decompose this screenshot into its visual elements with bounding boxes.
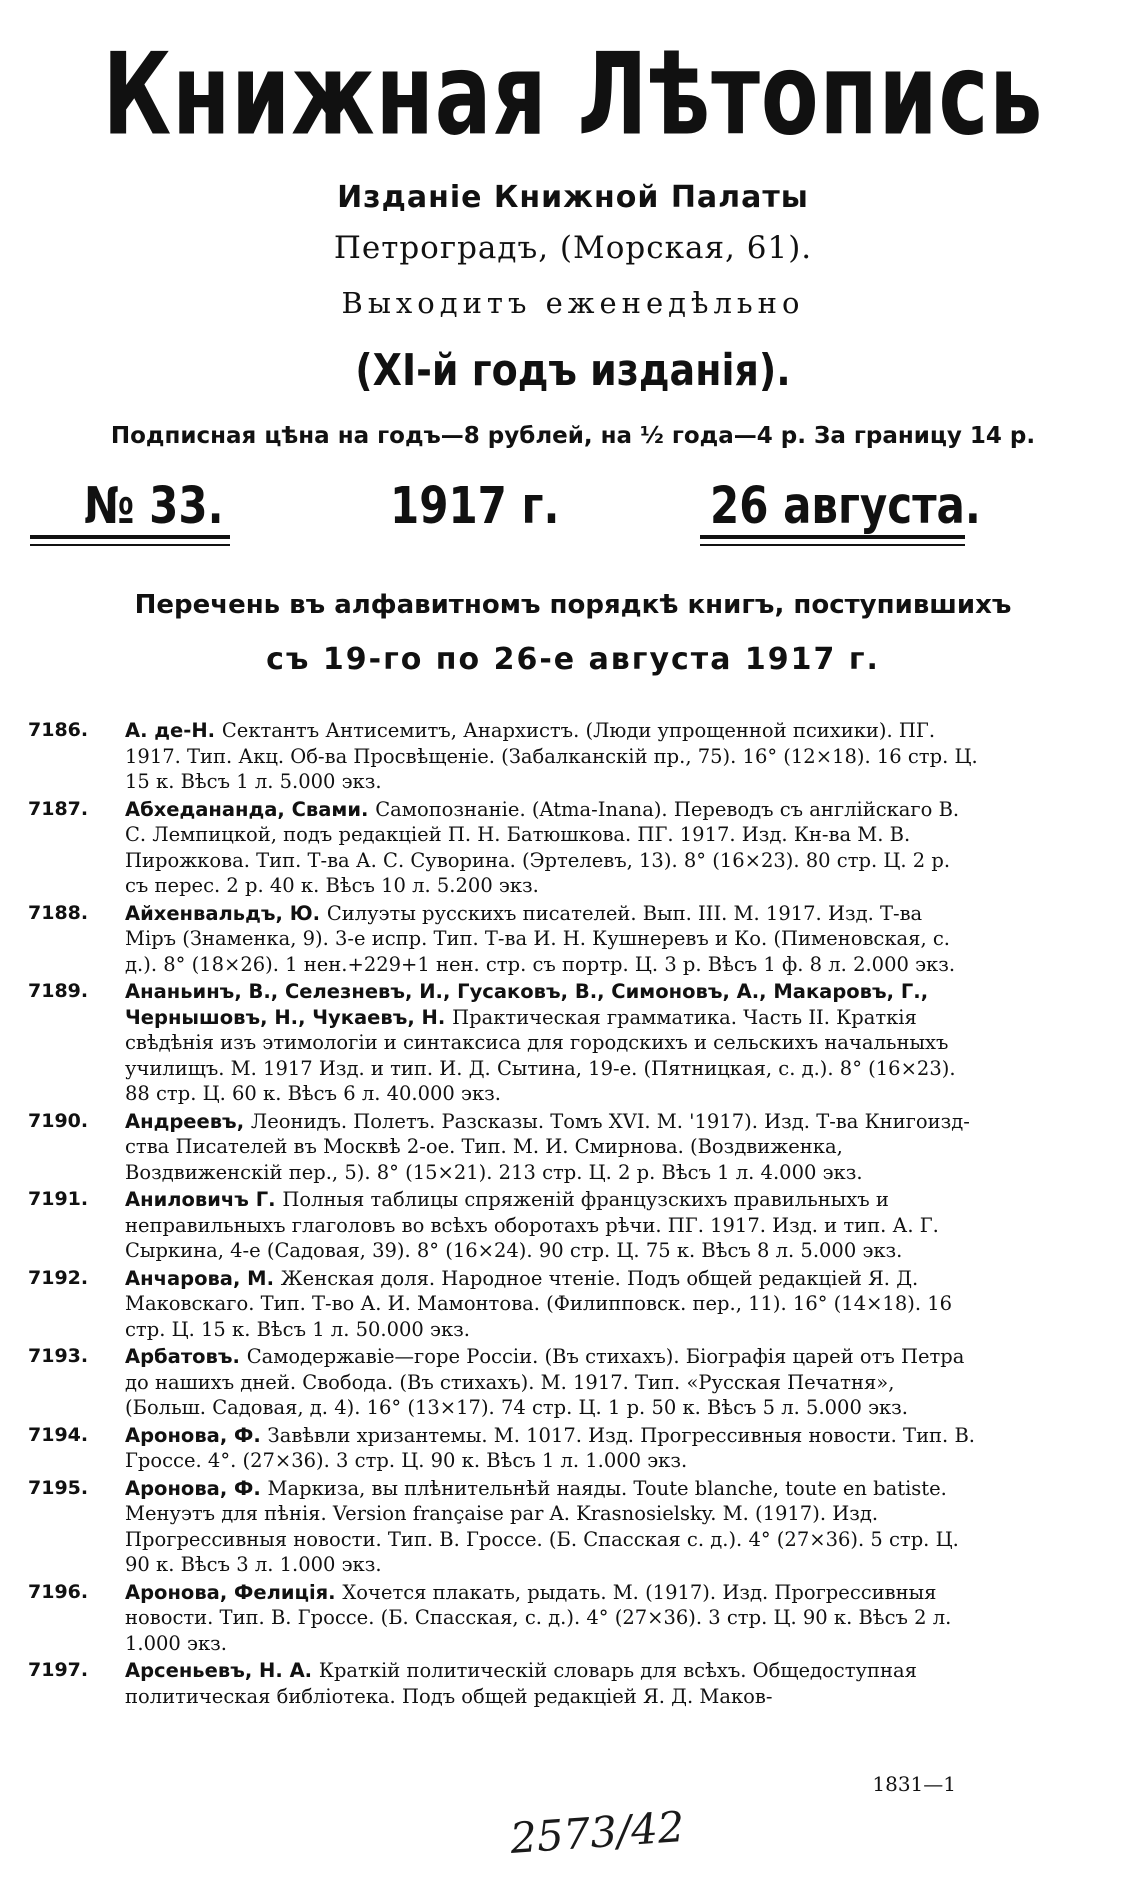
entry-text: Силуэты русскихъ писателей. Вып. III. М. 1917. Изд. Т-ва Міръ (Знаменка, 9). 3-е испр. Тип. Т-ва И. Н. Кушнеревъ и Ко. (Пименовская, с. д.). 8° (18×26). 1 нен.+229+1 нен. стр. съ портр. Ц. 3 р. Вѣсъ 1 ф. 8 л. 2.000 экз. — [125, 901, 956, 976]
book-entry — [28, 718, 978, 795]
book-entry — [28, 1658, 978, 1709]
entry-author: Арбатовъ. — [125, 1345, 247, 1368]
book-entry — [28, 1109, 978, 1186]
divider-rule — [30, 544, 230, 546]
entry-number: 7192. — [28, 1266, 89, 1289]
book-entry — [28, 1266, 978, 1343]
entry-number: 7190. — [28, 1109, 89, 1132]
entry-text: Самопознаніе. (Atma-Inana). Переводъ съ англійскаго В. С. Лемпицкой, подъ редакціей П. Н. Батюшкова. ПГ. 1917. Изд. Кн-ва М. В. Пирожкова. Тип. Т-ва А. С. Суворина. (Эртелевъ, 13). 8° (16×23). 80 стр. Ц. 2 р. съ перес. 2 р. 40 к. Вѣсъ 10 л. 5.200 экз. — [125, 797, 960, 897]
divider-rule — [700, 544, 965, 546]
book-entry — [28, 979, 978, 1107]
city-address: Петроградъ, (Морская, 61). — [333, 230, 813, 266]
entry-text: Краткій политическій словарь для всѣхъ. Общедоступная политическая библіотека. Подъ общей редакціей Я. Д. Маков- — [125, 1659, 917, 1708]
entry-author: Анчарова, М. — [125, 1266, 281, 1290]
handwritten-note: 2573/42 — [508, 1801, 686, 1864]
entry-author: Аронова, Ф. — [125, 1476, 268, 1500]
entry-text: Хочется плакать, рыдать. М. (1917). Изд. Прогрессивныя новости. Тип. В. Гроссе. (Б. Спасская, с. д.). 4° (27×36). 3 стр. Ц. 90 к. Вѣсъ 2 л. 1.000 экз. — [125, 1580, 952, 1655]
entry-author: Айхенвальдъ, Ю. — [125, 901, 327, 925]
entry-number: 7195. — [28, 1476, 89, 1499]
entry-number: 7196. — [28, 1580, 89, 1603]
entry-text: Самодержавіе—горе Россіи. (Въ стихахъ). Біографія царей отъ Петра до нашихъ дней. Свобода. (Въ стихахъ). М. 1917. Тип. «Русская Печатня», (Больш. Садовая, д. 4). 16° (13×17). 74 стр. Ц. 1 р. 50 к. Вѣсъ 5 л. 5.000 экз. — [125, 1345, 965, 1419]
entry-text: Сектантъ Антисемитъ, Анархистъ. (Люди упрощенной психики). ПГ. 1917. Тип. Акц. Об-ва Просвѣщеніе. (Забалканскій пр., 75). 16° (12×18). 16 стр. Ц. 15 к. Вѣсъ 1 л. 5.000 экз. — [125, 719, 978, 793]
entry-text: Маркиза, вы плѣнительнѣй наяды. Toute blanche, toute en batiste. Менуэтъ для пѣнія. Version française par A. Krasnosielsky. M. (1917). Изд. Прогрессивныя новости. Тип. В. Гроссе. (Б. Спасская с. д.). 4° (27×36). 5 стр. Ц. 90 к. Вѣсъ 3 л. 1.000 экз. — [125, 1476, 959, 1576]
entry-text: Практическая грамматика. Часть II. Краткія свѣдѣнія изъ этимологіи и синтаксиса для городскихъ и сельскихъ начальныхъ училищъ. М. 1917 Изд. и тип. И. Д. Сытина, 19-е. (Пятницкая, с. д.). 8° (16×23). 88 стр. Ц. 60 к. Вѣсъ 6 л. 40.000 экз. — [125, 1005, 956, 1105]
entry-author: Аронова, Ф. — [125, 1423, 268, 1447]
book-entry — [28, 1344, 978, 1421]
entry-number: 7189. — [28, 980, 89, 1002]
book-entry — [28, 797, 978, 899]
book-entry — [28, 1580, 978, 1657]
book-entry — [28, 901, 978, 978]
subscription-price: Подписная цѣна на годъ—8 рублей, на ½ года—4 р. За границу 14 р. — [110, 423, 1036, 449]
entry-number: 7197. — [28, 1659, 89, 1681]
entry-number: 7186. — [28, 719, 89, 741]
entry-text: Завѣвли хризантемы. М. 1017. Изд. Прогрессивныя новости. Тип. В. Гроссе. 4°. (27×36). 3 стр. Ц. 90 к. Вѣсъ 1 л. 1.000 экз. — [125, 1423, 975, 1472]
book-entry — [28, 1187, 978, 1264]
entry-author: Ананьинъ, В., Селезневъ, И., Гусаковъ, В., Симоновъ, А., Макаровъ, Г., Чернышовъ, Н., Чукаевъ, Н. — [125, 980, 929, 1029]
book-entries-list — [28, 718, 978, 1711]
issue-number: № 33. — [84, 476, 224, 535]
masthead-title: Книжная Лѣтопись — [102, 28, 1044, 161]
entry-number: 7194. — [28, 1423, 89, 1446]
publisher-line: Изданіе Книжной Палаты — [337, 180, 809, 215]
entry-author: Андреевъ, — [125, 1109, 251, 1133]
entry-text: Леонидъ. Полетъ. Разсказы. Томъ XVI. М. '1917). Изд. Т-ва Книгоизд-ства Писателей въ Москвѣ 2-ое. Тип. М. И. Смирнова. (Воздвиженка, Воздвиженскій пер., 5). 8° (15×21). 213 стр. Ц. 2 р. Вѣсъ 1 л. 4.000 экз. — [125, 1109, 970, 1184]
printer-signature: 1831—1 — [872, 1772, 956, 1796]
list-heading: Перечень въ алфавитномъ порядкѣ книгъ, поступившихъ — [134, 590, 1012, 620]
issue-year: 1917 г. — [390, 476, 560, 535]
book-entry — [28, 1476, 978, 1578]
entry-number: 7187. — [28, 797, 89, 820]
publication-frequency: Выходитъ еженедѣльно — [341, 286, 805, 320]
entry-author: Арсеньевъ, Н. А. — [125, 1659, 319, 1682]
divider-rule — [700, 535, 965, 539]
entry-author: А. де-Н. — [125, 719, 222, 742]
year-of-issue: (XI-й годъ изданія). — [355, 344, 791, 396]
entry-number: 7188. — [28, 901, 89, 924]
entry-author: Абхедананда, Свами. — [125, 797, 376, 821]
entry-number: 7193. — [28, 1345, 89, 1367]
list-date-range: съ 19-го по 26-е августа 1917 г. — [266, 642, 880, 677]
book-entry — [28, 1423, 978, 1474]
entry-number: 7191. — [28, 1188, 89, 1210]
entry-text: Полныя таблицы спряженій французскихъ правильныхъ и неправильныхъ глаголовъ во всѣхъ оборотахъ рѣчи. ПГ. 1917. Изд. и тип. А. Г. Сыркина, 4-е (Садовая, 39). 8° (16×24). 90 стр. Ц. 75 к. Вѣсъ 8 л. 5.000 экз. — [125, 1188, 939, 1262]
divider-rule — [30, 535, 230, 539]
entry-text: Женская доля. Народное чтеніе. Подъ общей редакціей Я. Д. Маковскаго. Тип. Т-во А. И. Мамонтова. (Филипповск. пер., 11). 16° (14×18). 16 стр. Ц. 15 к. Вѣсъ 1 л. 50.000 экз. — [125, 1266, 953, 1341]
entry-author: Аниловичъ Г. — [125, 1188, 283, 1211]
issue-date: 26 августа. — [710, 476, 981, 535]
entry-author: Аронова, Фелиція. — [125, 1580, 343, 1604]
